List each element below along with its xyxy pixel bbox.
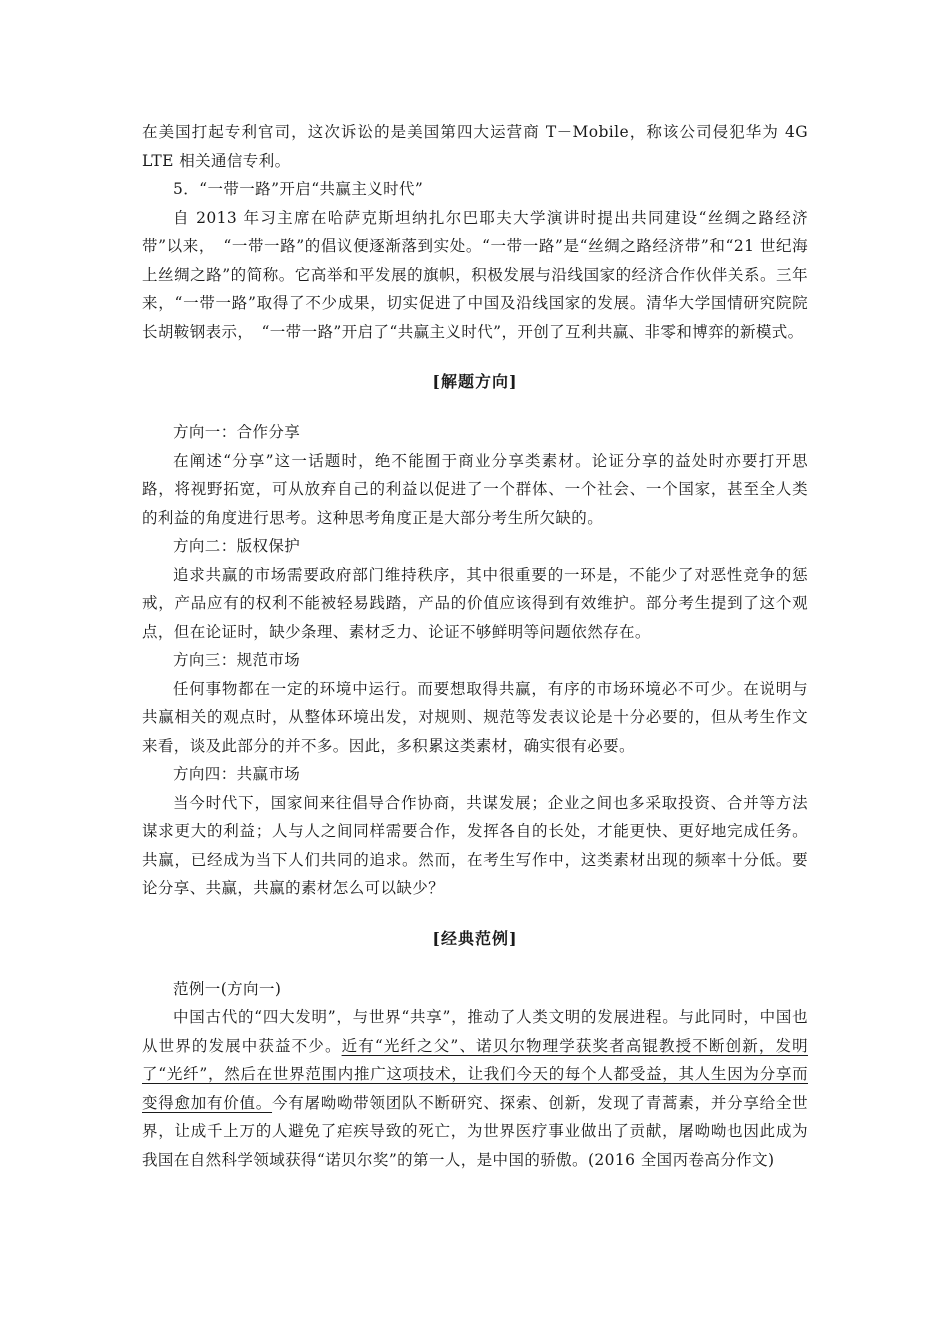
example-1-body xyxy=(142,1003,808,1174)
direction-2-title: 方向二：版权保护 xyxy=(173,537,301,555)
example-text-before: 中国古代的“四大发明”，与世界“共享”，推动了人类文明的发展进程。与此同时，中国也从世界的发展中获益不少。 xyxy=(142,1008,808,1055)
direction-1-title: 方向一：合作分享 xyxy=(173,423,301,441)
section-heading-directions: [解题方向] xyxy=(432,372,518,391)
example-1-title: 范例一(方向一) xyxy=(173,979,282,998)
intro-paragraph: 在美国打起专利官司，这次诉讼的是美国第四大运营商 T－Mobile，称该公司侵犯华为 4G LTE 相关通信专利。 xyxy=(142,123,808,170)
section-heading-examples: [经典范例] xyxy=(432,928,518,948)
direction-3-title: 方向三：规范市场 xyxy=(173,651,301,669)
direction-2-body: 追求共赢的市场需要政府部门维持秩序，其中很重要的一环是，不能少了对恶性竞争的惩戒，产品应有的权利不能被轻易践踏，产品的价值应该得到有效维护。部分考生提到了这个观点，但在论证时，缺少条理、素材乏力、论证不够鲜明等问题依然存在。 xyxy=(142,565,808,641)
text-column xyxy=(142,118,808,1174)
example-text-underlined: 近有“光纤之父”、诺贝尔物理学获奖者高锟教授不断创新，发明了“光纤”，然后在世界范围内推广这项技术，让我们今天的每个人都受益，其人生因为分享而变得愈加有价值。 xyxy=(142,1036,808,1112)
direction-3-body: 任何事物都在一定的环境中运行。而要想取得共赢，有序的市场环境必不可少。在说明与共赢相关的观点时，从整体环境出发，对规则、规范等发表议论是十分必要的，但从考生作文来看，谈及此部分的并不多。因此，多积累这类素材，确实很有必要。 xyxy=(142,679,808,755)
example-text-after: 今有屠呦呦带领团队不断研究、探索、创新，发现了青蒿素，并分享给全世界，让成千上万的人避免了疟疾导致的死亡，为世界医疗事业做出了贡献，屠呦呦也因此成为我国在自然科学领域获得“诺贝尔奖”的第一人，是中国的骄傲。(2016 全国丙卷高分作文) xyxy=(142,1093,809,1169)
item-5-body: 自 2013 年习主席在哈萨克斯坦纳扎尔巴耶夫大学演讲时提出共同建设“丝绸之路经济带”以来， “一带一路”的倡议便逐渐落到实处。“一带一路”是“丝绸之路经济带”和“21 世纪海上丝绸之路”的简称。它高举和平发展的旗帜，积极发展与沿线国家的经济合作伙伴关系。三年来，“一带一路”取得了不少成果，切实促进了中国及沿线国家的发展。清华大学国情研究院院长胡鞍钢表示， “一带一路”开启了“共赢主义时代”，开创了互利共赢、非零和博弈的新模式。 xyxy=(142,208,808,341)
direction-4-title: 方向四：共赢市场 xyxy=(173,765,301,783)
direction-4-body: 当今时代下，国家间来往倡导合作协商，共谋发展；企业之间也多采取投资、合并等方法谋求更大的利益；人与人之间同样需要合作，发挥各自的长处，才能更快、更好地完成任务。共赢，已经成为当下人们共同的追求。然而，在考生写作中，这类素材出现的频率十分低。要论分享、共赢，共赢的素材怎么可以缺少？ xyxy=(142,793,808,897)
item-5-title: 5．“一带一路”开启“共赢主义时代” xyxy=(173,180,424,198)
direction-1-body: 在阐述“分享”这一话题时，绝不能囿于商业分享类素材。论证分享的益处时亦要打开思路，将视野拓宽，可从放弃自己的利益以促进了一个群体、一个社会、一个国家，甚至全人类的利益的角度进行思考。这种思考角度正是大部分考生所欠缺的。 xyxy=(142,451,808,527)
